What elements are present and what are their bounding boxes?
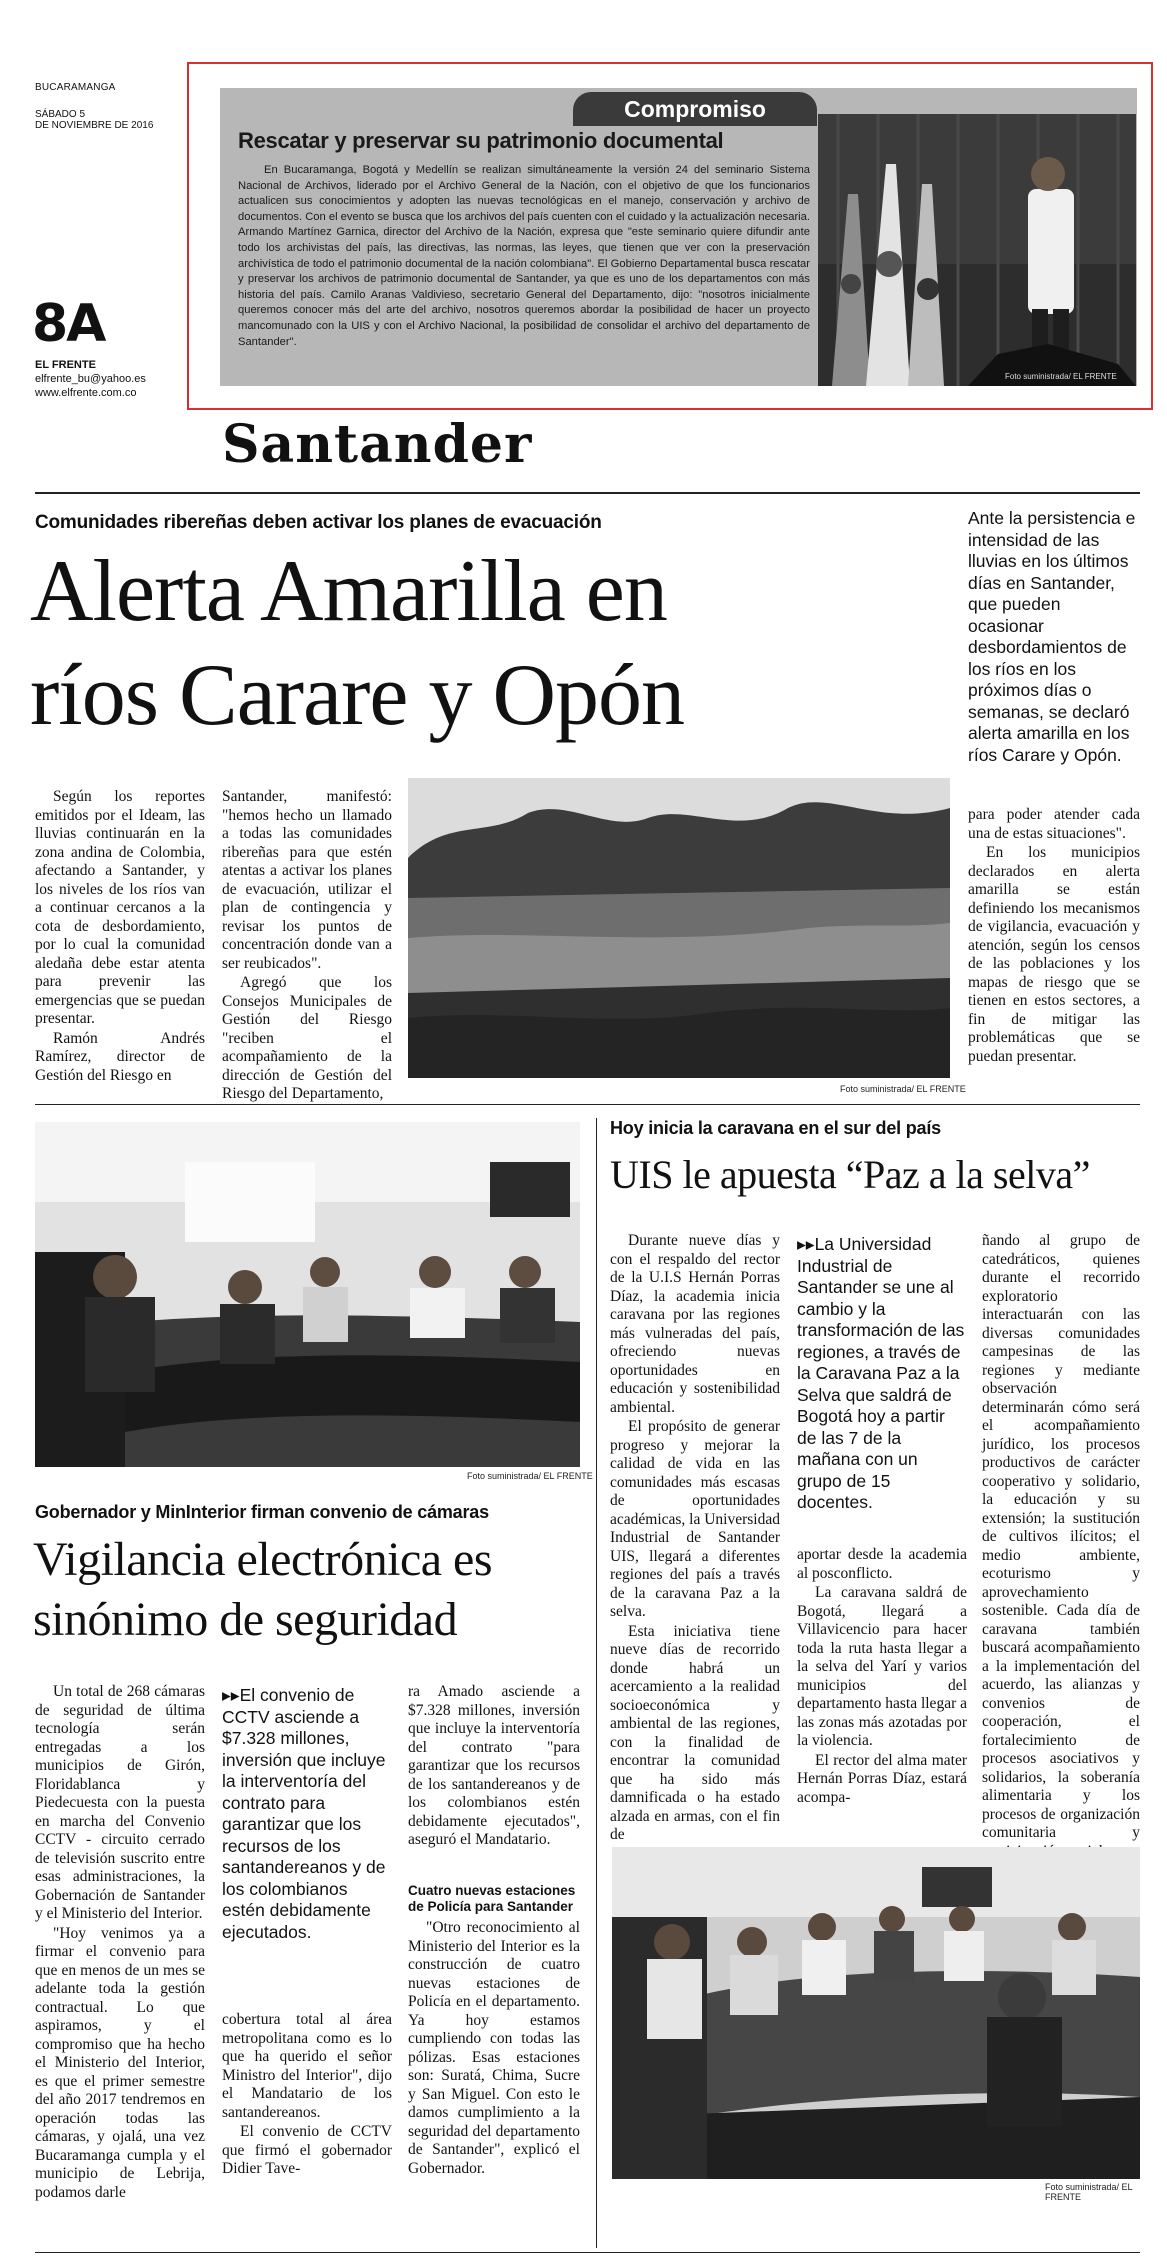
alerta-col1-para: Según los reportes emitidos por el Ideam, las lluvias continuarán en la zona andina de Colombia, afectando a Santander, y los niveles de los ríos van a continuar cercanos a la cota de desbordamiento, por lo cual la comunidad aledaña debe estar atenta para prevenir las emergencias que se puedan presentar.	[35, 788, 205, 1027]
uis-headline: UIS le apuesta “Paz a la selva”	[610, 1152, 1090, 1197]
city-label: BUCARAMANGA	[35, 82, 116, 93]
alerta-column-1	[35, 788, 205, 1084]
uis-col2b-para: aportar desde la academia al posconflicto.	[797, 1546, 967, 1582]
alerta-column-3	[968, 806, 1140, 1071]
pull-quote-marker-icon: ▸▸	[222, 1685, 240, 1705]
alerta-col1b-para: Ramón Andrés Ramírez, director de Gestión del Riesgo en	[35, 1029, 205, 1084]
date-line-1: SÁBADO 5	[35, 109, 86, 120]
vigilancia-col2-body	[222, 2011, 392, 2241]
pull-quote-marker-icon: ▸▸	[797, 1234, 815, 1254]
uis-pull-quote-text: La Universidad Industrial de Santander se une al cambio y la transformación de las regiones, a través de la Caravana Paz a la Selva que saldrá de Bogotá hoy a partir de las 7 de la mañana con un grupo de 15 docentes.	[797, 1234, 965, 1512]
alerta-photo	[408, 778, 950, 1078]
alerta-headline	[30, 540, 960, 748]
vigilancia-col1b-para: "Hoy venimos ya a firmar el convenio para que en menos de un mes se adelante toda la gestión contractual. Lo que aspiramos, y el compromiso que ha hecho el Ministerio del Interior, es que el primer semestre del año 2017 tendremos en operación todas las cámaras, y ojalá, una vez Bucaramanga cumpla y el municipio de Lebrija, podamos darle	[35, 1924, 205, 2201]
alerta-column-2	[222, 788, 392, 1102]
uis-col2c-para: La caravana saldrá de Bogotá, llegará a Villavicencio para hacer toda la ruta hasta llegar a la selva del Yarí y varios municipios del departamento hasta llegar a las zonas más azotadas por la violencia.	[797, 1584, 967, 1749]
uis-column-2	[797, 1234, 967, 1834]
vigilancia-col2b-para: cobertura total al área metropolitana como es lo que ha querido el señor Ministro del Interior", dijo el Mandatario de los santandereanos.	[222, 2011, 392, 2121]
vigilancia-col3b-para: "Otro reconocimiento al Ministerio del Interior es la construcción de cuatro nuevas estaciones de Policía en el departamento. Ya hoy estamos cumpliendo con todas las pólizas. Esas estaciones son: Suratá, Chima, Sucre y San Miguel. Con esto le damos cumplimiento a la seguridad del departamento de Santander", explicó el Gobernador.	[408, 1919, 580, 2177]
publication-email: elfrente_bu@yahoo.es	[35, 373, 146, 385]
section-rule	[35, 492, 1140, 494]
page-number: 8A	[32, 294, 105, 354]
vigilancia-pull-quote-text: El convenio de CCTV asciende a $7.328 millones, inversión que incluye la interventoría del contrato para garantizar que los recursos de los santandereanos y de los colombianos estén debidamente ejecutados.	[222, 1685, 386, 1942]
vigilancia-headline-line-1: Vigilancia electrónica es	[33, 1533, 493, 1586]
vigilancia-col1-para: Un total de 268 cámaras de seguridad de última tecnología serán entregadas a los municipios de Girón, Floridablanca y Piedecuesta con la puesta en marcha del Convenio CCTV - circuito cerrado de televisión suscrito entre esas administraciones, la Gobernación de Santander y el Ministerio del Interior.	[35, 1683, 205, 1922]
uis-col1c-para: Esta iniciativa tiene nueve días de recorrido donde habrá un acercamiento a la realidad socioeconómica y ambiental de las regiones, con la finalidad de encontrar la comunidad que ha sido más damnificada o ha estado alzada en armas, con el fin de	[610, 1622, 780, 1843]
vigilancia-kicker: Gobernador y MinInterior firman convenio de cámaras	[35, 1502, 489, 1522]
vigilancia-column-3	[408, 1683, 580, 2248]
alerta-col3b-para: En los municipios declarados en alerta amarilla se están definiendo los mecanismos de vigilancia, evacuación y atención, según los censos de las poblaciones y los mapas de riesgo que se tienen en estos sectores, a fin de mitigar las problemáticas que se puedan presentar.	[968, 844, 1140, 1065]
alerta-sidebar: Ante la persistencia e intensidad de las lluvias en los últimos días en Santander, que pueden ocasionar desbordamientos de los ríos en los próximos días o semanas, se declaró alerta amarilla en los ríos Carare y Opón.	[968, 508, 1136, 765]
vigilancia-photo-credit: Foto suministrada/ EL FRENTE	[467, 1471, 593, 1481]
date-line-2: DE NOVIEMBRE DE 2016	[35, 120, 154, 131]
uis-pull-quote	[797, 1234, 967, 1524]
vigilancia-headline-line-2: sinónimo de seguridad	[33, 1593, 458, 1646]
vigilancia-photo	[35, 1122, 580, 1467]
bottom-rule	[35, 2252, 1140, 2253]
vigilancia-subhead: Cuatro nuevas estaciones de Policía para Santander	[408, 1883, 576, 1914]
uis-column-1	[610, 1232, 780, 1843]
masthead	[35, 82, 185, 131]
vigilancia-pull-quote	[222, 1685, 392, 1995]
alerta-headline-line-1: Alerta Amarilla en	[30, 543, 667, 640]
section-title: Santander	[222, 414, 533, 475]
uis-col2-body	[797, 1546, 967, 1826]
alerta-col2b-para: Agregó que los Consejos Municipales de Gestión del Riesgo "reciben el acompañamiento de la dirección de Gestión del Riesgo del Departamento,	[222, 974, 392, 1102]
column-divider	[596, 1118, 597, 2248]
compromiso-tag: Compromiso	[573, 92, 817, 126]
uis-column-3	[982, 1232, 1140, 1841]
vigilancia-column-2	[222, 1685, 392, 2250]
uis-col3-para: ñando al grupo de catedráticos, quienes durante el recorrido exploratorio interactuarán con las diversas comunidades campesinas de las regiones y mediante observación determinarán cómo será el acompañamiento jurídico, los procesos productivos de carácter cooperativo y solidario, la educación y su extensión; la sustitución de cultivos ilícitos; el medio ambiente, ecoturismo y aprovechamiento sostenible. Cada día de caravana también buscará acompañamiento a la implementación del acuerdo, las alianzas y convenios de cooperación, el fortalecimiento de procesos asociativos y solidarios, la soberanía alimentaria y los procesos de organización comunitaria y	[982, 1232, 1140, 1841]
alerta-kicker: Comunidades ribereñas deben activar los planes de evacuación	[35, 512, 602, 533]
compromiso-body: En Bucaramanga, Bogotá y Medellín se realizan simultáneamente la versión 24 del seminario Sistema Nacional de Archivos, liderado por el Archivo General de la Nación, con el objetivo de que los funcionarios actualicen sus conocimientos y adopten las nuevas tecnológicas en el manejo, conservación y archivo de documentos. Con el evento se busca que los archivos del país cuenten con el cuidado y la actualización necesaria. Armando Martínez Garnica, director del Archivo de la Nación, expresa que "este seminario quiere difundir ante todo los archivistas del país, las directivas, las normas, las leyes, que tienen que ver con la preservación archivística de todo el patrimonio documental de la nación colombiana". El Gobierno Departamental busca rescatar y preservar los archivos de patrimonio documental de Santander, ya que es uno de los departamentos con más historia del país. Camilo Aranas Valdivieso, secretario General del Departamento, dijo: "nosotros inicialmente queremos conocer más del arte del archivo, nosotros queremos abordar la posibilidad de hacer un proyecto mancomunado con la UIS y con el Archivo Nacional, la posibilidad de consolidar el archivo del departamento de Santander".	[238, 164, 810, 348]
uis-col1b-para: El propósito de generar progreso y mejorar la calidad de vida en las comunidades más escasas de oportunidades académicas, la Universidad Industrial de Santander UIS, llegará a diferentes regiones del país a través de la caravana Paz a la selva.	[610, 1418, 780, 1620]
uis-photo	[612, 1847, 1140, 2179]
vigilancia-col3-para: ra Amado asciende a $7.328 millones, inversión que incluye la interventoría del contrato "para garantizar que los recursos de los santandereanos y de los colombianos estén debidamente ejecutados", aseguró el Mandatario.	[408, 1683, 580, 1848]
compromiso-photo	[818, 114, 1136, 386]
vigilancia-headline	[33, 1530, 588, 1650]
vigilancia-column-1	[35, 1683, 205, 2248]
vigilancia-col3b-body	[408, 1919, 580, 2249]
alerta-headline-line-2: ríos Carare y Opón	[30, 647, 685, 744]
vigilancia-col3-body	[408, 1683, 580, 1875]
compromiso-headline: Rescatar y preservar su patrimonio documental	[238, 128, 724, 153]
alerta-photo-credit: Foto suministrada/ EL FRENTE	[840, 1084, 966, 1094]
mid-rule	[35, 1104, 1140, 1105]
alerta-col2-para: Santander, manifestó: "hemos hecho un llamado a todas las comunidades ribereñas para que estén atentas a activar los planes de evacuación, utilizar el plan de contingencia y revisar los puntos de concentración donde van a ser reubicados".	[222, 788, 392, 972]
publication-website: www.elfrente.com.co	[35, 387, 137, 399]
compromiso-photo-credit: Foto suministrada/ EL FRENTE	[1005, 372, 1117, 381]
uis-col2d-para: El rector del alma mater Hernán Porras Díaz, estará acompa-	[797, 1751, 967, 1806]
uis-col1-para: Durante nueve días y con el respaldo del rector de la U.I.S Hernán Porras Díaz, la academia inicia caravana por las regiones más vulneradas del país, ofreciendo nuevas oportunidades en educación y sostenibilidad ambiental.	[610, 1232, 780, 1416]
vigilancia-col2c-para: El convenio de CCTV que firmó el gobernador Didier Tave-	[222, 2123, 392, 2177]
publication-name: EL FRENTE	[35, 359, 96, 371]
uis-photo-credit: Foto suministrada/ EL FRENTE	[1045, 2182, 1133, 2202]
uis-kicker: Hoy inicia la caravana en el sur del país	[610, 1118, 941, 1138]
publication-info	[35, 358, 195, 400]
alerta-col3-para: para poder atender cada una de estas situaciones".	[968, 806, 1140, 842]
